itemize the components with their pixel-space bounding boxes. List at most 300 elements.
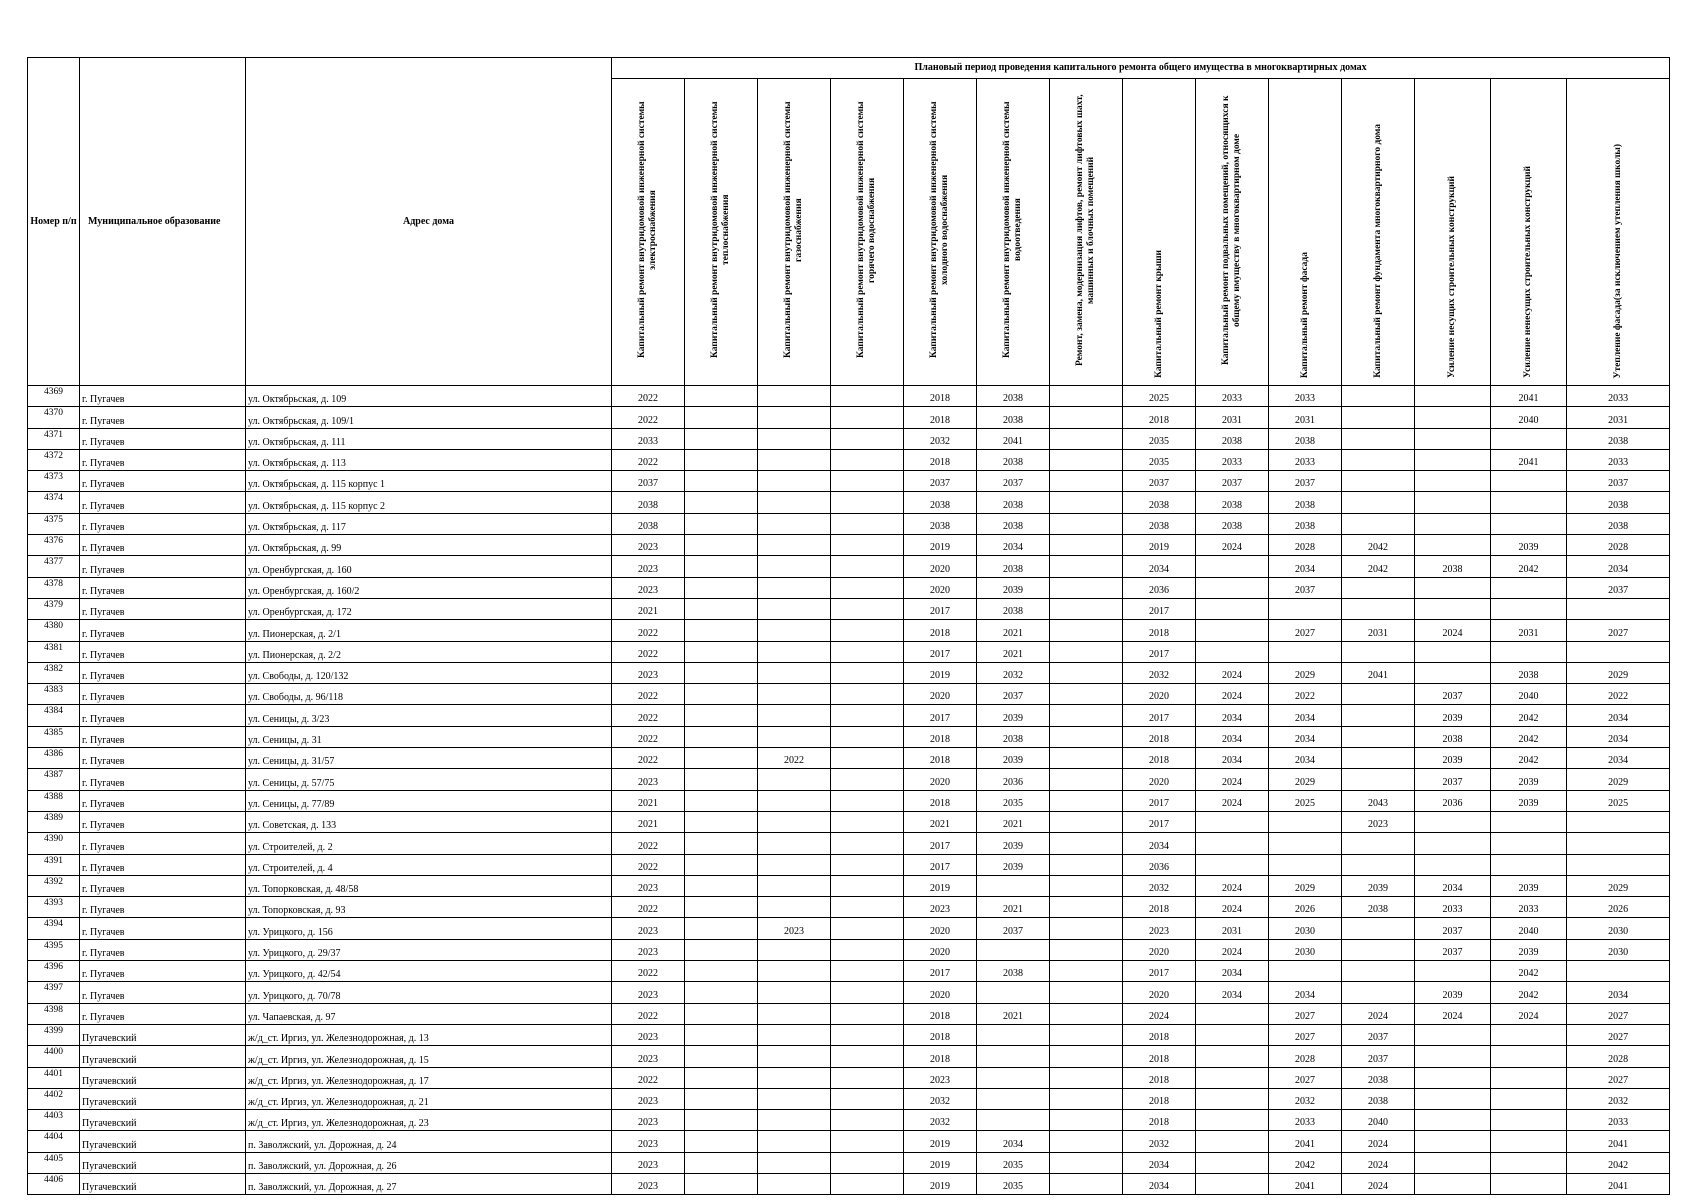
row-year-cell xyxy=(758,1003,831,1024)
row-number: 4386 xyxy=(28,748,80,769)
row-year-cell: 2018 xyxy=(904,1024,977,1045)
row-year-cell: 2028 xyxy=(1567,1046,1670,1067)
table-row xyxy=(28,556,1670,577)
header-work-type xyxy=(977,79,1050,386)
row-year-cell: 2034 xyxy=(1196,705,1269,726)
row-year-cell xyxy=(831,790,904,811)
row-address: п. Заволжский, ул. Дорожная, д. 26 xyxy=(246,1152,612,1173)
row-municipality: г. Пугачев xyxy=(80,598,246,619)
row-year-cell xyxy=(1342,769,1415,790)
row-year-cell: 2018 xyxy=(1123,1046,1196,1067)
row-year-cell xyxy=(758,961,831,982)
row-year-cell: 2038 xyxy=(1342,897,1415,918)
row-year-cell xyxy=(1415,535,1491,556)
row-municipality: г. Пугачев xyxy=(80,875,246,896)
row-year-cell: 2029 xyxy=(1269,662,1342,683)
row-year-cell: 2018 xyxy=(1123,1088,1196,1109)
table-row xyxy=(28,513,1670,534)
row-year-cell xyxy=(831,1088,904,1109)
row-year-cell: 2027 xyxy=(1567,1024,1670,1045)
row-year-cell xyxy=(685,407,758,428)
row-number: 4388 xyxy=(28,790,80,811)
row-year-cell xyxy=(758,1024,831,1045)
row-year-cell: 2034 xyxy=(1196,748,1269,769)
row-year-cell: 2018 xyxy=(904,449,977,470)
row-year-cell: 2017 xyxy=(904,641,977,662)
row-year-cell: 2018 xyxy=(1123,620,1196,641)
row-year-cell: 2039 xyxy=(1491,769,1567,790)
row-year-cell: 2029 xyxy=(1567,662,1670,683)
row-year-cell: 2020 xyxy=(904,918,977,939)
row-year-cell: 2037 xyxy=(1567,471,1670,492)
row-municipality: Пугачевский xyxy=(80,1152,246,1173)
row-year-cell xyxy=(1491,598,1567,619)
row-year-cell: 2034 xyxy=(1123,833,1196,854)
row-year-cell xyxy=(1196,1152,1269,1173)
row-year-cell: 2041 xyxy=(1491,386,1567,407)
row-year-cell: 2034 xyxy=(1269,556,1342,577)
row-year-cell xyxy=(1050,641,1123,662)
row-year-cell: 2022 xyxy=(612,641,685,662)
row-year-cell: 2024 xyxy=(1415,620,1491,641)
row-year-cell xyxy=(1342,748,1415,769)
row-municipality: г. Пугачев xyxy=(80,449,246,470)
row-year-cell xyxy=(831,513,904,534)
row-year-cell: 2019 xyxy=(904,662,977,683)
row-municipality: г. Пугачев xyxy=(80,641,246,662)
row-year-cell xyxy=(1050,918,1123,939)
row-year-cell xyxy=(831,982,904,1003)
row-year-cell: 2036 xyxy=(1415,790,1491,811)
row-year-cell: 2021 xyxy=(612,790,685,811)
row-year-cell: 2037 xyxy=(1415,684,1491,705)
row-year-cell xyxy=(1342,449,1415,470)
row-year-cell: 2017 xyxy=(1123,641,1196,662)
header-work-type-label: Капитальный ремонт внутридомовой инженерной системы газоснабжения xyxy=(783,101,804,359)
row-year-cell xyxy=(758,577,831,598)
row-year-cell: 2033 xyxy=(1567,386,1670,407)
row-year-cell: 2021 xyxy=(612,811,685,832)
header-work-type xyxy=(1050,79,1123,386)
row-number: 4376 xyxy=(28,535,80,556)
row-year-cell xyxy=(831,1152,904,1173)
row-number: 4390 xyxy=(28,833,80,854)
row-year-cell: 2032 xyxy=(1567,1088,1670,1109)
row-year-cell xyxy=(1050,833,1123,854)
row-year-cell: 2042 xyxy=(1491,556,1567,577)
row-year-cell: 2023 xyxy=(612,1173,685,1194)
row-year-cell: 2027 xyxy=(1269,1024,1342,1045)
row-year-cell: 2023 xyxy=(612,1110,685,1131)
row-year-cell: 2034 xyxy=(1567,726,1670,747)
row-year-cell xyxy=(831,1110,904,1131)
row-year-cell: 2029 xyxy=(1269,769,1342,790)
row-year-cell: 2039 xyxy=(1415,982,1491,1003)
row-year-cell xyxy=(831,407,904,428)
table-body xyxy=(28,386,1670,1195)
row-year-cell xyxy=(1342,939,1415,960)
row-number: 4395 xyxy=(28,939,80,960)
row-year-cell xyxy=(1050,811,1123,832)
row-year-cell xyxy=(1050,471,1123,492)
row-municipality: г. Пугачев xyxy=(80,662,246,683)
row-year-cell xyxy=(685,598,758,619)
row-municipality: г. Пугачев xyxy=(80,833,246,854)
row-year-cell xyxy=(831,897,904,918)
row-year-cell xyxy=(1342,982,1415,1003)
row-year-cell xyxy=(1050,1110,1123,1131)
row-year-cell: 2020 xyxy=(904,684,977,705)
row-year-cell xyxy=(685,790,758,811)
row-year-cell xyxy=(831,662,904,683)
row-year-cell xyxy=(1269,811,1342,832)
row-year-cell: 2029 xyxy=(1269,875,1342,896)
row-year-cell: 2021 xyxy=(977,811,1050,832)
row-year-cell xyxy=(758,556,831,577)
row-year-cell xyxy=(977,1110,1050,1131)
row-year-cell: 2023 xyxy=(1123,918,1196,939)
row-address: ул. Сеницы, д. 31 xyxy=(246,726,612,747)
row-year-cell xyxy=(977,1088,1050,1109)
row-number: 4382 xyxy=(28,662,80,683)
header-work-type-label: Капитальный ремонт фасада xyxy=(1299,251,1310,378)
row-year-cell: 2027 xyxy=(1567,1067,1670,1088)
row-year-cell: 2041 xyxy=(1567,1173,1670,1194)
row-year-cell xyxy=(1342,854,1415,875)
row-year-cell: 2023 xyxy=(612,556,685,577)
row-year-cell: 2019 xyxy=(904,1131,977,1152)
table-row xyxy=(28,1003,1670,1024)
row-year-cell xyxy=(758,790,831,811)
row-address: ул. Октябрьская, д. 115 корпус 1 xyxy=(246,471,612,492)
row-year-cell: 2024 xyxy=(1196,790,1269,811)
row-year-cell: 2023 xyxy=(612,1088,685,1109)
row-address: ул. Оренбургская, д. 172 xyxy=(246,598,612,619)
row-year-cell xyxy=(685,428,758,449)
row-year-cell: 2039 xyxy=(1342,875,1415,896)
row-year-cell xyxy=(1415,1088,1491,1109)
row-municipality: Пугачевский xyxy=(80,1088,246,1109)
row-year-cell: 2019 xyxy=(904,875,977,896)
row-year-cell xyxy=(1415,1152,1491,1173)
table-row xyxy=(28,1110,1670,1131)
row-year-cell: 2042 xyxy=(1491,982,1567,1003)
row-year-cell: 2018 xyxy=(904,407,977,428)
row-year-cell xyxy=(1491,471,1567,492)
row-year-cell xyxy=(1196,1131,1269,1152)
row-municipality: Пугачевский xyxy=(80,1024,246,1045)
row-year-cell: 2038 xyxy=(977,961,1050,982)
row-year-cell xyxy=(685,492,758,513)
row-year-cell xyxy=(1050,939,1123,960)
row-year-cell xyxy=(758,471,831,492)
row-year-cell xyxy=(1196,833,1269,854)
row-year-cell xyxy=(1196,556,1269,577)
row-year-cell: 2038 xyxy=(977,598,1050,619)
row-year-cell: 2023 xyxy=(904,1067,977,1088)
row-year-cell xyxy=(1415,513,1491,534)
row-year-cell: 2040 xyxy=(1342,1110,1415,1131)
row-year-cell: 2022 xyxy=(758,748,831,769)
table-row xyxy=(28,939,1670,960)
row-year-cell xyxy=(1050,428,1123,449)
header-municipality: Муниципальное образование xyxy=(80,58,246,386)
row-municipality: г. Пугачев xyxy=(80,577,246,598)
row-municipality: г. Пугачев xyxy=(80,684,246,705)
row-address: ул. Урицкого, д. 156 xyxy=(246,918,612,939)
row-year-cell: 2034 xyxy=(1123,1152,1196,1173)
header-work-type xyxy=(1196,79,1269,386)
row-number: 4403 xyxy=(28,1110,80,1131)
row-year-cell: 2034 xyxy=(1123,556,1196,577)
table-row xyxy=(28,1067,1670,1088)
row-year-cell xyxy=(758,769,831,790)
row-year-cell: 2022 xyxy=(612,748,685,769)
row-number: 4402 xyxy=(28,1088,80,1109)
row-year-cell: 2023 xyxy=(612,662,685,683)
row-year-cell xyxy=(758,641,831,662)
row-number: 4384 xyxy=(28,705,80,726)
table-row xyxy=(28,875,1670,896)
row-year-cell: 2034 xyxy=(1196,982,1269,1003)
row-year-cell: 2017 xyxy=(1123,811,1196,832)
row-year-cell xyxy=(1050,1003,1123,1024)
row-year-cell xyxy=(1050,726,1123,747)
table-row xyxy=(28,662,1670,683)
row-municipality: Пугачевский xyxy=(80,1110,246,1131)
row-municipality: г. Пугачев xyxy=(80,897,246,918)
row-year-cell: 2017 xyxy=(904,961,977,982)
row-number: 4369 xyxy=(28,386,80,407)
row-year-cell xyxy=(758,662,831,683)
row-year-cell xyxy=(1050,982,1123,1003)
row-year-cell: 2035 xyxy=(977,790,1050,811)
row-year-cell: 2034 xyxy=(1196,726,1269,747)
row-year-cell xyxy=(1196,598,1269,619)
row-year-cell: 2020 xyxy=(904,939,977,960)
row-year-cell: 2032 xyxy=(904,1088,977,1109)
row-year-cell xyxy=(1415,1046,1491,1067)
row-number: 4400 xyxy=(28,1046,80,1067)
row-year-cell xyxy=(758,1046,831,1067)
table-row xyxy=(28,982,1670,1003)
row-year-cell: 2032 xyxy=(904,428,977,449)
row-year-cell: 2023 xyxy=(612,1046,685,1067)
row-year-cell xyxy=(685,726,758,747)
row-number: 4405 xyxy=(28,1152,80,1173)
row-year-cell xyxy=(1415,428,1491,449)
row-year-cell: 2022 xyxy=(612,897,685,918)
row-year-cell xyxy=(685,982,758,1003)
row-year-cell: 2034 xyxy=(1269,726,1342,747)
row-year-cell: 2038 xyxy=(977,492,1050,513)
row-year-cell: 2031 xyxy=(1196,918,1269,939)
row-year-cell: 2042 xyxy=(1342,535,1415,556)
row-year-cell xyxy=(1342,961,1415,982)
row-number: 4394 xyxy=(28,918,80,939)
row-year-cell: 2024 xyxy=(1342,1173,1415,1194)
row-year-cell: 2042 xyxy=(1491,961,1567,982)
row-year-cell xyxy=(685,833,758,854)
row-year-cell: 2022 xyxy=(612,386,685,407)
row-year-cell: 2035 xyxy=(1123,428,1196,449)
row-year-cell: 2029 xyxy=(1567,769,1670,790)
row-year-cell xyxy=(831,428,904,449)
table-row xyxy=(28,961,1670,982)
row-year-cell xyxy=(1342,726,1415,747)
row-year-cell: 2023 xyxy=(612,1131,685,1152)
row-year-cell xyxy=(685,897,758,918)
row-year-cell xyxy=(685,748,758,769)
row-year-cell xyxy=(685,1088,758,1109)
row-year-cell: 2032 xyxy=(1123,875,1196,896)
row-year-cell: 2039 xyxy=(1491,875,1567,896)
row-year-cell xyxy=(1050,961,1123,982)
row-year-cell xyxy=(685,513,758,534)
row-year-cell: 2037 xyxy=(1342,1024,1415,1045)
row-address: ул. Пионерская, д. 2/2 xyxy=(246,641,612,662)
row-year-cell: 2019 xyxy=(904,535,977,556)
row-year-cell: 2022 xyxy=(612,961,685,982)
row-number: 4380 xyxy=(28,620,80,641)
row-year-cell xyxy=(685,854,758,875)
row-year-cell: 2024 xyxy=(1196,939,1269,960)
header-work-type-label: Капитальный ремонт подвальных помещений, относящихся к общему имуществу в многоквартирном доме xyxy=(1221,95,1242,365)
row-address: ул. Урицкого, д. 70/78 xyxy=(246,982,612,1003)
row-year-cell: 2038 xyxy=(977,726,1050,747)
row-year-cell: 2037 xyxy=(977,684,1050,705)
row-year-cell xyxy=(831,875,904,896)
row-year-cell: 2037 xyxy=(1342,1046,1415,1067)
row-number: 4397 xyxy=(28,982,80,1003)
row-year-cell: 2039 xyxy=(977,854,1050,875)
row-municipality: г. Пугачев xyxy=(80,492,246,513)
row-year-cell: 2018 xyxy=(904,790,977,811)
row-year-cell: 2020 xyxy=(904,577,977,598)
row-year-cell: 2038 xyxy=(1567,513,1670,534)
row-year-cell: 2037 xyxy=(1415,918,1491,939)
row-year-cell: 2037 xyxy=(612,471,685,492)
row-municipality: г. Пугачев xyxy=(80,513,246,534)
row-year-cell: 2039 xyxy=(1491,790,1567,811)
row-number: 4378 xyxy=(28,577,80,598)
row-year-cell xyxy=(1415,811,1491,832)
header-work-type-label: Усиление несущих строительных конструкций xyxy=(1447,175,1457,378)
table-row xyxy=(28,1024,1670,1045)
row-year-cell xyxy=(758,684,831,705)
repair-schedule-sheet xyxy=(27,57,1670,1195)
row-year-cell xyxy=(758,428,831,449)
row-year-cell: 2024 xyxy=(1342,1003,1415,1024)
row-year-cell: 2033 xyxy=(1491,897,1567,918)
row-year-cell xyxy=(1050,1131,1123,1152)
row-year-cell: 2027 xyxy=(1269,620,1342,641)
row-year-cell: 2018 xyxy=(904,748,977,769)
row-year-cell: 2038 xyxy=(612,492,685,513)
row-year-cell: 2035 xyxy=(977,1173,1050,1194)
row-year-cell: 2038 xyxy=(1269,492,1342,513)
row-year-cell xyxy=(1491,1046,1567,1067)
row-year-cell: 2020 xyxy=(1123,982,1196,1003)
row-municipality: Пугачевский xyxy=(80,1173,246,1194)
row-year-cell xyxy=(1342,705,1415,726)
row-year-cell xyxy=(685,1046,758,1067)
row-year-cell: 2038 xyxy=(1196,513,1269,534)
row-number: 4374 xyxy=(28,492,80,513)
row-municipality: г. Пугачев xyxy=(80,982,246,1003)
table-row xyxy=(28,726,1670,747)
row-year-cell: 2023 xyxy=(612,535,685,556)
row-municipality: г. Пугачев xyxy=(80,428,246,449)
row-municipality: Пугачевский xyxy=(80,1131,246,1152)
row-year-cell xyxy=(758,449,831,470)
row-year-cell: 2024 xyxy=(1342,1152,1415,1173)
table-row xyxy=(28,748,1670,769)
row-year-cell xyxy=(831,449,904,470)
header-address: Адрес дома xyxy=(246,58,612,386)
row-address: ул. Сеницы, д. 3/23 xyxy=(246,705,612,726)
row-year-cell: 2024 xyxy=(1123,1003,1196,1024)
row-address: ул. Октябрьская, д. 117 xyxy=(246,513,612,534)
row-year-cell: 2022 xyxy=(1269,684,1342,705)
table-row xyxy=(28,790,1670,811)
row-year-cell: 2038 xyxy=(904,492,977,513)
row-year-cell xyxy=(831,961,904,982)
row-municipality: Пугачевский xyxy=(80,1046,246,1067)
row-year-cell: 2034 xyxy=(1567,748,1670,769)
row-year-cell: 2037 xyxy=(1567,577,1670,598)
row-year-cell: 2020 xyxy=(904,982,977,1003)
row-address: ул. Урицкого, д. 29/37 xyxy=(246,939,612,960)
row-year-cell: 2032 xyxy=(1269,1088,1342,1109)
row-year-cell: 2018 xyxy=(904,1046,977,1067)
row-year-cell xyxy=(758,982,831,1003)
row-year-cell: 2039 xyxy=(977,705,1050,726)
table-row xyxy=(28,535,1670,556)
row-year-cell: 2017 xyxy=(904,705,977,726)
row-year-cell: 2038 xyxy=(1342,1088,1415,1109)
row-year-cell: 2023 xyxy=(904,897,977,918)
row-year-cell: 2031 xyxy=(1342,620,1415,641)
table-row xyxy=(28,854,1670,875)
row-year-cell: 2033 xyxy=(1196,386,1269,407)
row-year-cell xyxy=(1196,1110,1269,1131)
row-municipality: г. Пугачев xyxy=(80,918,246,939)
row-year-cell xyxy=(1491,1067,1567,1088)
row-address: ул. Строителей, д. 4 xyxy=(246,854,612,875)
table-row xyxy=(28,428,1670,449)
row-address: ул. Октябрьская, д. 111 xyxy=(246,428,612,449)
row-municipality: г. Пугачев xyxy=(80,726,246,747)
row-year-cell xyxy=(1050,577,1123,598)
row-address: ул. Октябрьская, д. 113 xyxy=(246,449,612,470)
row-year-cell xyxy=(831,918,904,939)
row-year-cell: 2042 xyxy=(1269,1152,1342,1173)
header-work-type-label: Капитальный ремонт внутридомовой инженерной системы водоотведения xyxy=(1002,101,1023,359)
row-address: ж/д_ст. Иргиз, ул. Железнодорожная, д. 13 xyxy=(246,1024,612,1045)
row-year-cell xyxy=(1196,1088,1269,1109)
row-year-cell: 2022 xyxy=(1567,684,1670,705)
header-work-type-label: Капитальный ремонт фундамента многоквартирного дома xyxy=(1372,124,1383,378)
row-address: ул. Октябрьская, д. 109 xyxy=(246,386,612,407)
row-number: 4389 xyxy=(28,811,80,832)
row-year-cell xyxy=(1342,471,1415,492)
row-number: 4387 xyxy=(28,769,80,790)
table-row xyxy=(28,1131,1670,1152)
row-year-cell: 2023 xyxy=(612,769,685,790)
row-year-cell: 2023 xyxy=(612,875,685,896)
row-municipality: г. Пугачев xyxy=(80,705,246,726)
